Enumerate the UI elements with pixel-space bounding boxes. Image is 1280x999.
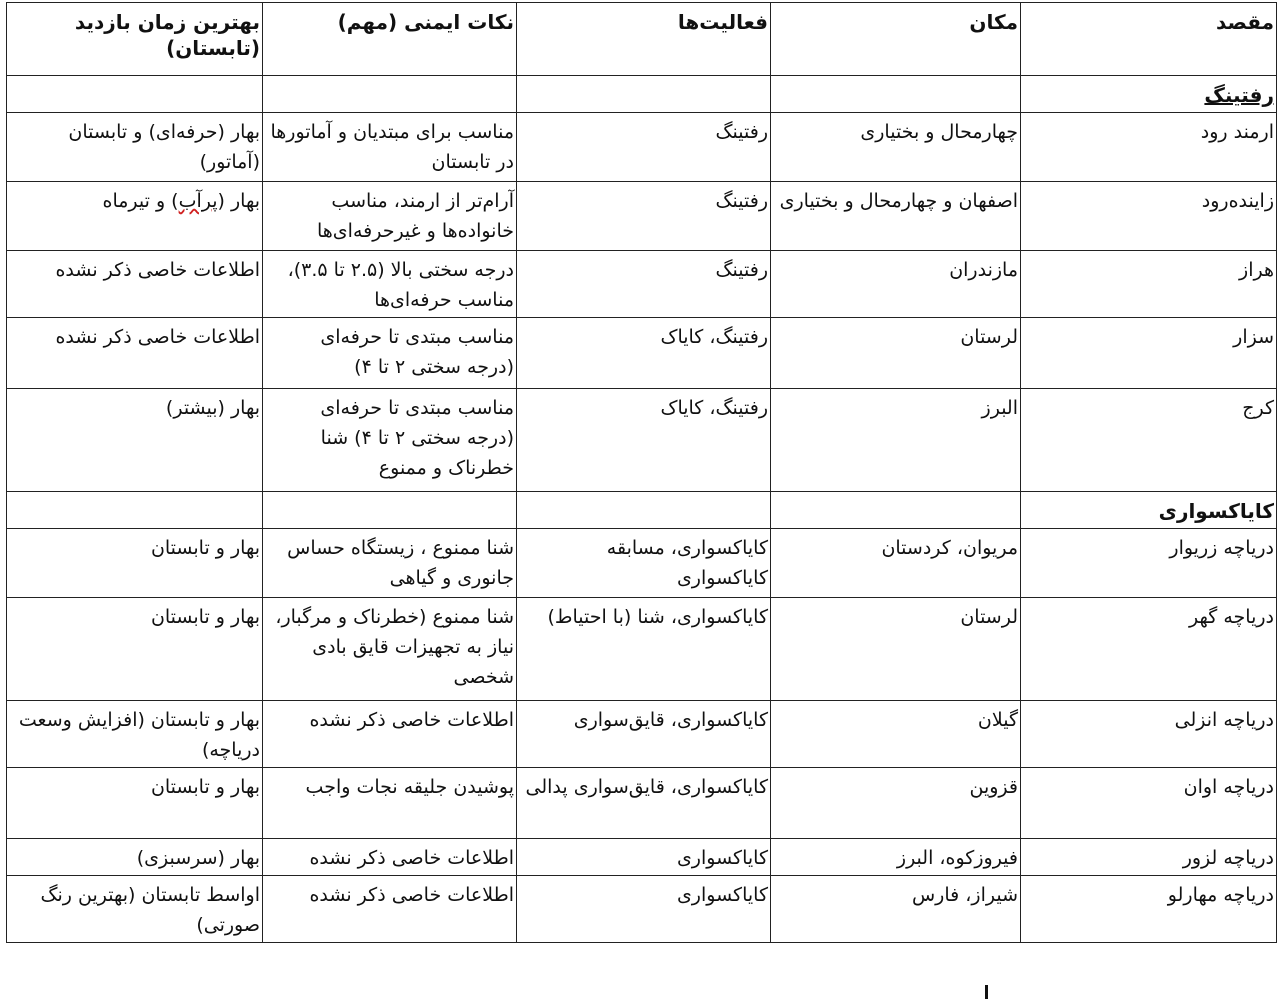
cell-location[interactable]: قزوین — [771, 768, 1021, 839]
cell-activities[interactable]: رفتینگ — [517, 113, 771, 182]
table-cell[interactable] — [517, 76, 771, 113]
cell-location[interactable]: مازندران — [771, 251, 1021, 318]
cell-destination[interactable]: دریاچه اوان — [1021, 768, 1277, 839]
cell-activities[interactable]: کایاکسواری — [517, 876, 771, 943]
text-cursor — [985, 985, 988, 999]
cell-destination[interactable]: کرج — [1021, 389, 1277, 492]
cell-location[interactable]: لرستان — [771, 318, 1021, 389]
cell-destination[interactable]: ارمند رود — [1021, 113, 1277, 182]
cell-destination[interactable]: هراز — [1021, 251, 1277, 318]
header-destination[interactable]: مقصد — [1021, 3, 1277, 76]
best-time-part: بهار ( — [217, 190, 260, 212]
cell-safety[interactable]: اطلاعات خاصی ذکر نشده — [263, 876, 517, 943]
cell-location[interactable]: فیروزکوه، البرز — [771, 839, 1021, 876]
table-row — [7, 768, 1277, 839]
cell-best-time[interactable] — [7, 182, 263, 251]
cell-safety[interactable]: اطلاعات خاصی ذکر نشده — [263, 839, 517, 876]
table-row — [7, 876, 1277, 943]
cell-best-time[interactable]: بهار و تابستان — [7, 529, 263, 598]
misspelled-word[interactable]: پرآب — [178, 190, 218, 212]
cell-activities[interactable]: کایاکسواری، شنا (با احتیاط) — [517, 598, 771, 701]
cell-location[interactable]: چهارمحال و بختیاری — [771, 113, 1021, 182]
cell-location[interactable]: البرز — [771, 389, 1021, 492]
section-row-rafting — [7, 76, 1277, 113]
cell-safety[interactable]: پوشیدن جلیقه نجات واجب — [263, 768, 517, 839]
table-cell[interactable] — [7, 492, 263, 529]
table-row — [7, 701, 1277, 768]
cell-location[interactable]: اصفهان و چهارمحال و بختیاری — [771, 182, 1021, 251]
table-row — [7, 113, 1277, 182]
cell-destination[interactable]: دریاچه مهارلو — [1021, 876, 1277, 943]
cell-safety[interactable]: درجه سختی بالا (۲.۵ تا ۳.۵)، مناسب حرفه‌ای‌ها — [263, 251, 517, 318]
header-row — [7, 3, 1277, 76]
cell-destination[interactable]: زاینده‌رود — [1021, 182, 1277, 251]
best-time-part: ) و تیرماه — [102, 190, 179, 212]
section-title-rafting[interactable]: رفتینگ — [1021, 76, 1277, 113]
cell-location[interactable]: شیراز، فارس — [771, 876, 1021, 943]
cell-location[interactable]: لرستان — [771, 598, 1021, 701]
cell-best-time[interactable]: بهار (سرسبزی) — [7, 839, 263, 876]
table-row — [7, 389, 1277, 492]
table-cell[interactable] — [517, 492, 771, 529]
table-row — [7, 182, 1277, 251]
cell-best-time[interactable]: اطلاعات خاصی ذکر نشده — [7, 251, 263, 318]
table-cell[interactable] — [771, 492, 1021, 529]
cell-best-time[interactable]: بهار و تابستان (افزایش وسعت دریاچه) — [7, 701, 263, 768]
cell-destination[interactable]: دریاچه زریوار — [1021, 529, 1277, 598]
cell-activities[interactable]: کایاکسواری، قایق‌سواری پدالی — [517, 768, 771, 839]
header-activities[interactable]: فعالیت‌ها — [517, 3, 771, 76]
cell-safety[interactable]: آرام‌تر از ارمند، مناسب خانواده‌ها و غیرحرفه‌ای‌ها — [263, 182, 517, 251]
table-row — [7, 839, 1277, 876]
cell-safety[interactable]: اطلاعات خاصی ذکر نشده — [263, 701, 517, 768]
table-row — [7, 529, 1277, 598]
cell-destination[interactable]: دریاچه انزلی — [1021, 701, 1277, 768]
cell-destination[interactable]: دریاچه لزور — [1021, 839, 1277, 876]
header-location[interactable]: مکان — [771, 3, 1021, 76]
table-cell[interactable] — [263, 76, 517, 113]
cell-best-time[interactable]: بهار و تابستان — [7, 598, 263, 701]
table-row — [7, 318, 1277, 389]
table-cell[interactable] — [7, 76, 263, 113]
cell-location[interactable]: مریوان، کردستان — [771, 529, 1021, 598]
cell-destination[interactable]: دریاچه گهر — [1021, 598, 1277, 701]
cell-location[interactable]: گیلان — [771, 701, 1021, 768]
table-row — [7, 598, 1277, 701]
cell-safety[interactable]: مناسب مبتدی تا حرفه‌ای (درجه سختی ۲ تا ۴) شنا خطرناک و ممنوع — [263, 389, 517, 492]
cell-safety[interactable]: مناسب برای مبتدیان و آماتورها در تابستان — [263, 113, 517, 182]
cell-activities[interactable]: رفتینگ، کایاک — [517, 318, 771, 389]
cell-activities[interactable]: رفتینگ، کایاک — [517, 389, 771, 492]
header-safety[interactable]: نکات ایمنی (مهم) — [263, 3, 517, 76]
cell-safety[interactable]: مناسب مبتدی تا حرفه‌ای (درجه سختی ۲ تا ۴) — [263, 318, 517, 389]
cell-activities[interactable]: کایاکسواری، قایق‌سواری — [517, 701, 771, 768]
cell-best-time[interactable]: بهار (حرفه‌ای) و تابستان (آماتور) — [7, 113, 263, 182]
tours-table — [6, 2, 1277, 943]
cell-safety[interactable]: شنا ممنوع ، زیستگاه حساس جانوری و گیاهی — [263, 529, 517, 598]
cell-activities[interactable]: کایاکسواری — [517, 839, 771, 876]
header-best-time[interactable]: بهترین زمان بازدید (تابستان) — [7, 3, 263, 76]
cell-best-time[interactable]: بهار (بیشتر) — [7, 389, 263, 492]
table-row — [7, 251, 1277, 318]
table-cell[interactable] — [771, 76, 1021, 113]
cell-best-time[interactable]: اطلاعات خاصی ذکر نشده — [7, 318, 263, 389]
cell-activities[interactable]: رفتینگ — [517, 251, 771, 318]
cell-best-time[interactable]: بهار و تابستان — [7, 768, 263, 839]
cell-activities[interactable]: کایاکسواری، مسابقه کایاکسواری — [517, 529, 771, 598]
section-row-kayaking — [7, 492, 1277, 529]
cell-destination[interactable]: سزار — [1021, 318, 1277, 389]
cell-safety[interactable]: شنا ممنوع (خطرناک و مرگبار، نیاز به تجهیزات قایق بادی شخصی — [263, 598, 517, 701]
table-cell[interactable] — [263, 492, 517, 529]
section-title-kayaking[interactable]: کایاکسواری — [1021, 492, 1277, 529]
cell-activities[interactable]: رفتینگ — [517, 182, 771, 251]
cell-best-time[interactable]: اواسط تابستان (بهترین رنگ صورتی) — [7, 876, 263, 943]
